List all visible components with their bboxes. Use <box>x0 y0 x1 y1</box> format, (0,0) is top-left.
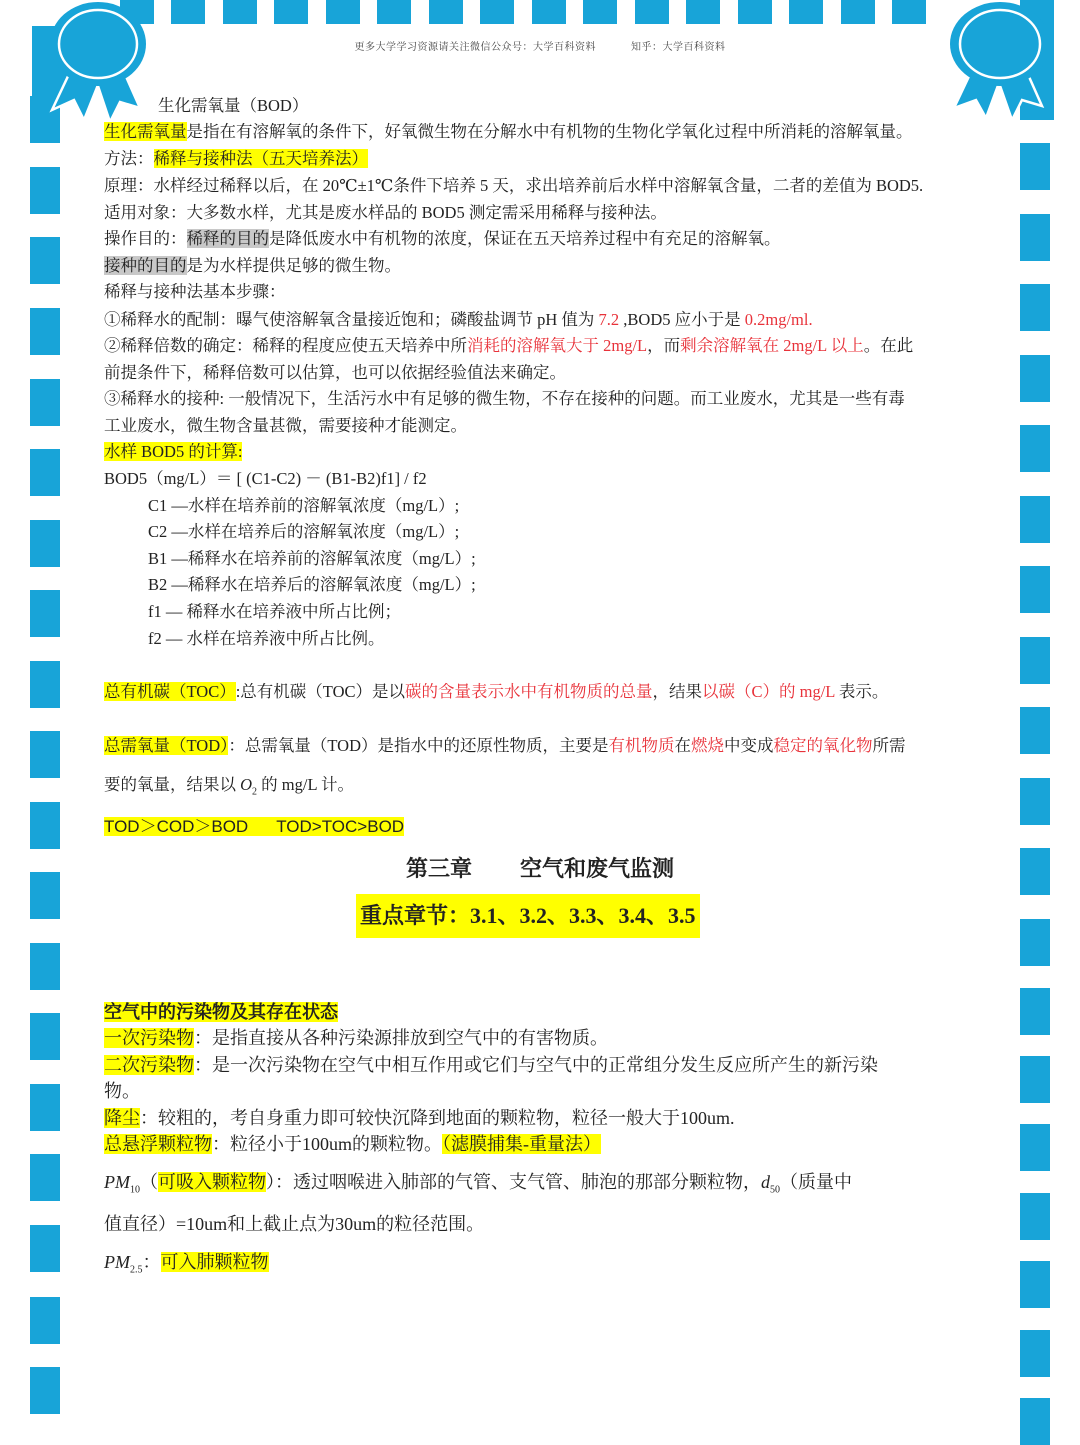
secondary-pollutant-cont: 物。 <box>104 1081 140 1101</box>
tod-definition-cont: 要的氧量，结果以 $O_2$ 的 mg/L 计。 <box>104 775 355 798</box>
bod-heading: 生化需氧量（BOD） <box>158 96 309 115</box>
chapter-number: 第三章 <box>405 856 472 881</box>
watermark-wechat: 更多大学学习资源请关注微信公众号：大学百科资料 <box>354 42 596 53</box>
bod-calc-title: 水样 BOD5 的计算: <box>104 442 243 461</box>
formula-variable: C2 —水样在培养后的溶解氧浓度（mg/L）; <box>148 522 460 541</box>
decorative-border-right <box>1020 0 1050 1440</box>
bod-term: 生化需氧量 <box>104 122 187 141</box>
tod-definition: 总需氧量（TOD）：总需氧量（TOD）是指水中的还原性物质，主要是有机物质在燃烧中变成稳定的氧化物所需 <box>104 736 906 755</box>
formula-variable: C1 —水样在培养前的溶解氧浓度（mg/L）; <box>148 496 460 515</box>
formula-variable: B2 —稀释水在培养后的溶解氧浓度（mg/L）; <box>148 575 476 594</box>
chapter-name: 空气和废气监测 <box>520 856 675 881</box>
bod-purpose: 操作目的：稀释的目的是降低废水中有机物的浓度，保证在五天培养过程中有充足的溶解氧。 <box>104 229 781 248</box>
key-sections-banner: 重点章节：3.1、3.2、3.3、3.4、3.5 <box>356 894 700 938</box>
pollutants-title: 空气中的污染物及其存在状态 <box>104 1002 338 1022</box>
oxygen-demand-relation: TOD＞COD＞BOD TOD>TOC>BOD <box>104 817 405 836</box>
decorative-border-left <box>30 0 60 1440</box>
bod-formula: BOD5（mg/L）＝ [ (C1-C2) － (B1-B2)f1] / f2 <box>104 469 427 488</box>
tod-term: 总需氧量（TOD） <box>104 736 229 755</box>
formula-variable: B1 —稀释水在培养前的溶解氧浓度（mg/L）; <box>148 549 476 568</box>
bod-step-3: ③稀释水的接种: 一般情况下，生活污水中有足够的微生物，不存在接种的问题。而工业废水，尤其是一些有毒 <box>104 389 905 408</box>
chapter-title <box>0 852 1080 883</box>
toc-term: 总有机碳（TOC） <box>104 682 236 701</box>
bod-step-3-cont: 工业废水，微生物含量甚微，需要接种才能测定。 <box>104 416 467 435</box>
bod-principle: 原理：水样经过稀释以后，在 20℃±1℃条件下培养 5 天，求出培养前后水样中溶解氧含量，二者的差值为 BOD5. <box>104 176 924 195</box>
primary-pollutant: 一次污染物：是指直接从各种污染源排放到空气中的有害物质。 <box>104 1028 608 1048</box>
watermark-zhihu: 知乎：大学百科资料 <box>631 42 726 53</box>
formula-variable: f1 — 稀释水在培养液中所占比例； <box>148 602 401 621</box>
pm10-cont: 值直径）=10um和上截止点为30um的粒径范围。 <box>104 1214 485 1234</box>
bod-definition: 生化需氧量是指在有溶解氧的条件下，好氧微生物在分解水中有机物的生物化学氧化过程中所消耗的溶解氧量。 <box>104 122 913 141</box>
bod-applicable: 适用对象：大多数水样，尤其是废水样品的 BOD5 测定需采用稀释与接种法。 <box>104 203 667 222</box>
bod-method: 方法：稀释与接种法（五天培养法） <box>104 149 368 168</box>
dustfall: 降尘：较粗的，考自身重力即可较快沉降到地面的颗粒物，粒径一般大于100um. <box>104 1108 735 1128</box>
pm10: $PM_{10}$（可吸入颗粒物）：透过咽喉进入肺部的气管、支气管、肺泡的那部分颗粒物，$d_{50}$（质量中 <box>104 1172 852 1196</box>
bod-step-1: ①稀释水的配制：曝气使溶解氧含量接近饱和；磷酸盐调节 pH 值为 7.2 ,BOD5 应小于是 0.2mg/ml. <box>104 310 813 329</box>
watermark-header <box>0 38 1080 53</box>
tsp: 总悬浮颗粒物：粒径小于100um的颗粒物。（滤膜捕集-重量法） <box>104 1134 601 1154</box>
bod-step-2: ②稀释倍数的确定：稀释的程度应使五天培养中所消耗的溶解氧大于 2mg/L，而剩余溶解氧在 2mg/L 以上。在此 <box>104 336 914 355</box>
secondary-pollutant: 二次污染物：是一次污染物在空气中相互作用或它们与空气中的正常组分发生反应所产生的新污染 <box>104 1055 878 1075</box>
decorative-border-top <box>0 0 1080 24</box>
toc-definition: 总有机碳（TOC）:总有机碳（TOC）是以碳的含量表示水中有机物质的总量，结果以碳（C）的 mg/L 表示。 <box>104 682 889 701</box>
bod-method-value: 稀释与接种法（五天培养法） <box>153 149 368 168</box>
award-ribbon-icon <box>928 0 1058 125</box>
award-ribbon-icon <box>32 0 152 125</box>
pm25: $PM_{2.5}$：可入肺颗粒物 <box>104 1252 269 1276</box>
bod-steps-title: 稀释与接种法基本步骤： <box>104 282 286 301</box>
formula-variable: f2 — 水样在培养液中所占比例。 <box>148 629 385 648</box>
bod-purpose-2: 接种的目的是为水样提供足够的微生物。 <box>104 256 401 275</box>
bod-step-2-cont: 前提条件下，稀释倍数可以估算，也可以依据经验值法来确定。 <box>104 363 566 382</box>
